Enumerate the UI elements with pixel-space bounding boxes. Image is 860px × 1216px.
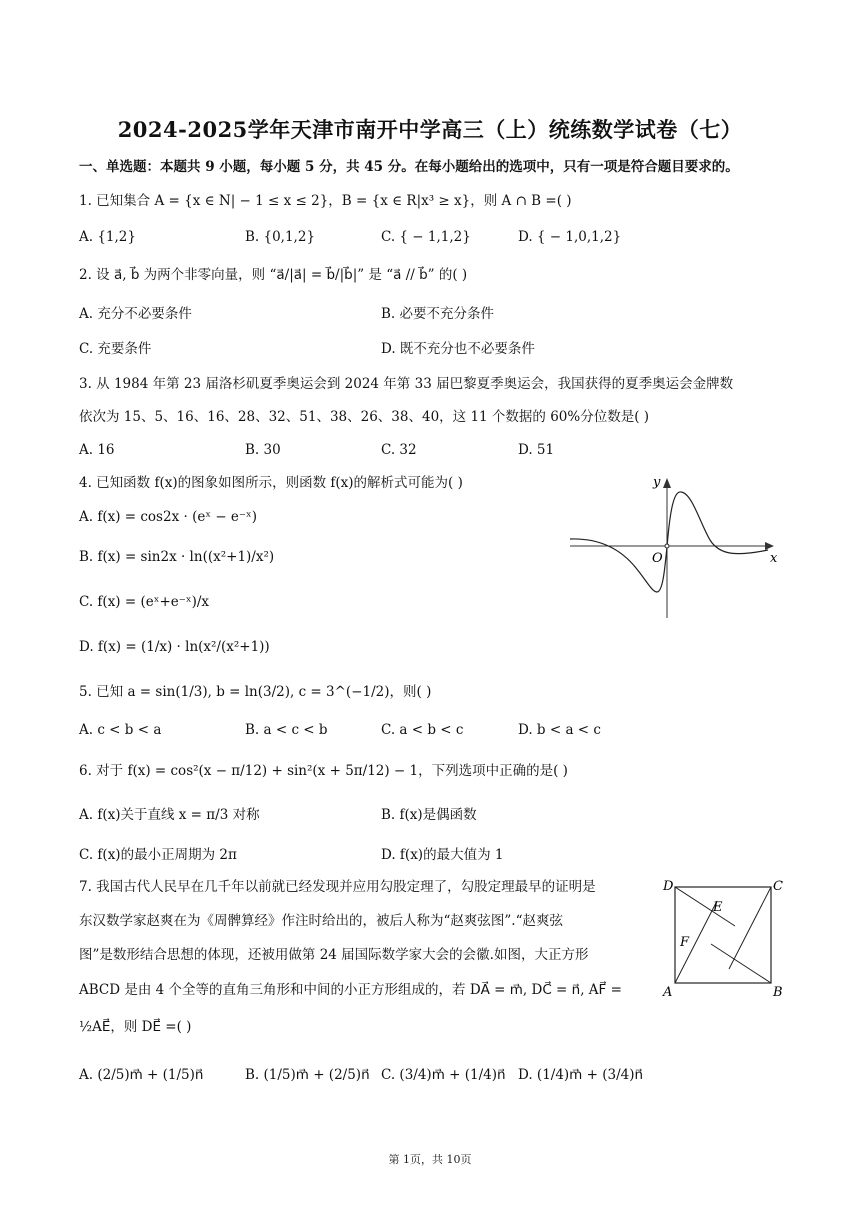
q4-option-a: A. f(x) = cos2x · (eˣ − e⁻ˣ)	[79, 509, 258, 525]
label-d: D	[663, 879, 674, 894]
q1-option-d: D. { − 1,0,1,2}	[518, 229, 622, 245]
origin-point	[665, 544, 669, 548]
label-a: A	[663, 985, 673, 1000]
label-c: C	[773, 879, 783, 894]
q2-option-b: B. 必要不充分条件	[381, 306, 495, 322]
label-f: F	[680, 935, 690, 950]
q7-option-c: C. (3/4)m⃗ + (1/4)n⃗	[381, 1067, 506, 1083]
page-footer: 第 1页，共 10页	[388, 1153, 472, 1166]
q5-option-a: A. c < b < a	[79, 722, 162, 738]
x-axis-label: x	[770, 551, 778, 566]
q5-stem: 5. 已知 a = sin(1/3), b = ln(3/2), c = 3^(−1/2)，则( )	[79, 684, 432, 700]
q7-stem-line3: 图”是数形结合思想的体现，还被用做第 24 届国际数学家大会的会徽.如图，大正方形	[79, 947, 589, 963]
function-curve	[570, 492, 768, 592]
y-axis-label: y	[653, 475, 661, 490]
q3-option-d: D. 51	[518, 442, 555, 458]
q4-function-graph	[568, 468, 782, 620]
q7-zhao-shuang-diagram	[660, 874, 786, 1000]
page-title: 2024-2025学年天津市南开中学高三（上）统练数学试卷（七）	[117, 117, 743, 142]
q6-option-d: D. f(x)的最大值为 1	[381, 847, 504, 863]
q7-stem-line1: 7. 我国古代人民早在几千年以前就已经发现并应用勾股定理了，勾股定理最早的证明是	[79, 879, 596, 895]
y-axis-arrow	[663, 478, 671, 488]
q6-option-a: A. f(x)关于直线 x = π/3 对称	[79, 807, 260, 823]
q3-option-b: B. 30	[245, 442, 281, 458]
q1-option-b: B. {0,1,2}	[245, 229, 316, 245]
q7-option-a: A. (2/5)m⃗ + (1/5)n⃗	[79, 1067, 204, 1083]
q7-option-d: D. (1/4)m⃗ + (3/4)n⃗	[518, 1067, 644, 1083]
q7-option-b: B. (1/5)m⃗ + (2/5)n⃗	[245, 1067, 370, 1083]
q4-stem: 4. 已知函数 f(x)的图象如图所示，则函数 f(x)的解析式可能为( )	[79, 475, 463, 491]
q7-stem-line4: ABCD 是由 4 个全等的直角三角形和中间的小正方形组成的，若 DA⃗ = m⃗, DC⃗ = n⃗, AF⃗ =	[79, 982, 622, 998]
segment-de	[675, 887, 735, 926]
segment-cg	[729, 887, 771, 969]
q1-option-c: C. { − 1,1,2}	[381, 229, 471, 245]
label-e: E	[713, 900, 723, 915]
q4-option-c: C. f(x) = (eˣ+e⁻ˣ)/x	[79, 594, 210, 610]
q3-option-a: A. 16	[79, 442, 115, 458]
q2-option-d: D. 既不充分也不必要条件	[381, 341, 535, 357]
segment-bh	[711, 944, 771, 983]
q2-stem: 2. 设 a⃗, b⃗ 为两个非零向量，则 “a⃗/|a⃗| = b⃗/|b⃗|” 是 “a⃗ // b⃗” 的( )	[79, 267, 468, 283]
q6-option-b: B. f(x)是偶函数	[381, 807, 477, 823]
q1-option-a: A. {1,2}	[79, 229, 136, 245]
q2-option-a: A. 充分不必要条件	[79, 306, 192, 322]
q2-option-c: C. 充要条件	[79, 341, 152, 357]
outer-square	[675, 887, 771, 983]
x-axis-arrow	[765, 542, 774, 550]
q3-option-c: C. 32	[381, 442, 417, 458]
origin-label: O	[652, 551, 663, 566]
q7-stem-line2: 东汉数学家赵爽在为《周髀算经》作注时给出的，被后人称为“赵爽弦图”.“赵爽弦	[79, 913, 563, 929]
q1-stem: 1. 已知集合 A = {x ∈ N| − 1 ≤ x ≤ 2}，B = {x ∈ R|x³ ≥ x}，则 A ∩ B =( )	[79, 193, 572, 209]
section-heading: 一、单选题：本题共 9 小题，每小题 5 分，共 45 分。在每小题给出的选项中，只有一项是符合题目要求的。	[79, 159, 739, 175]
q3-stem-line1: 3. 从 1984 年第 23 届洛杉矶夏季奥运会到 2024 年第 33 届巴黎夏季奥运会，我国获得的夏季奥运会金牌数	[79, 376, 734, 392]
q3-stem-line2: 依次为 15、5、16、16、28、32、51、38、26、38、40，这 11 个数据的 60%分位数是( )	[79, 409, 650, 425]
q4-option-b: B. f(x) = sin2x · ln((x²+1)/x²)	[79, 549, 275, 565]
q5-option-d: D. b < a < c	[518, 722, 601, 738]
q6-stem: 6. 对于 f(x) = cos²(x − π/12) + sin²(x + 5π/12) − 1，下列选项中正确的是( )	[79, 763, 568, 779]
q5-option-c: C. a < b < c	[381, 722, 464, 738]
label-b: B	[773, 985, 783, 1000]
q5-option-b: B. a < c < b	[245, 722, 328, 738]
q6-option-c: C. f(x)的最小正周期为 2π	[79, 847, 237, 863]
q7-stem-line5: ½AE⃗，则 DE⃗ =( )	[79, 1019, 192, 1035]
q4-option-d: D. f(x) = (1/x) · ln(x²/(x²+1))	[79, 639, 270, 655]
